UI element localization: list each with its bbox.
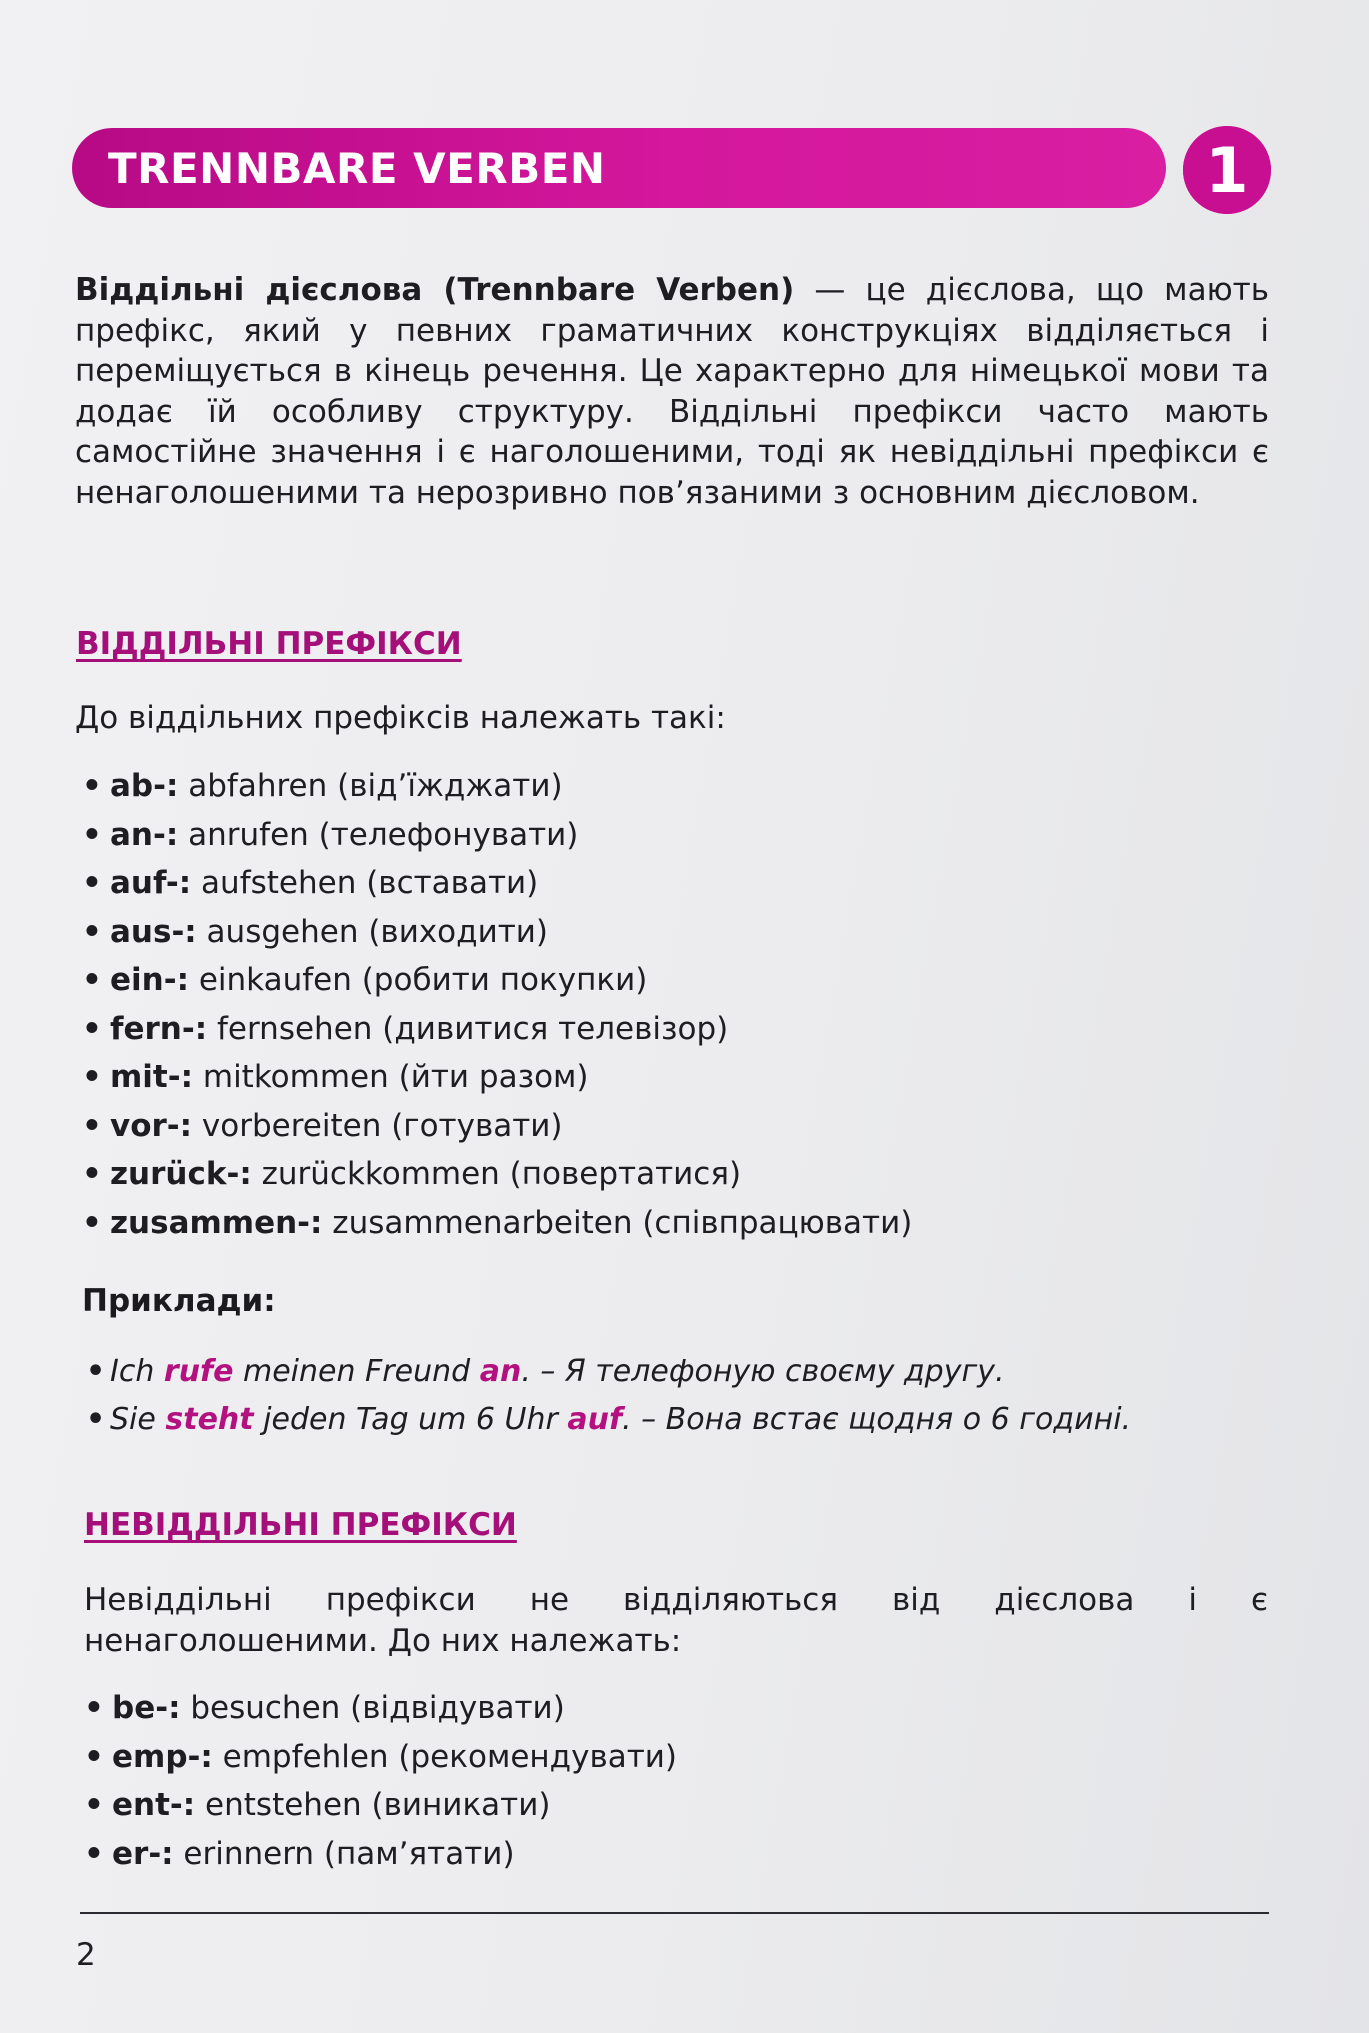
bullet-icon: • xyxy=(82,865,102,901)
prefix-term: zurück-: xyxy=(110,1156,252,1192)
bullet-icon: • xyxy=(82,913,102,950)
example-highlight: an xyxy=(479,1354,522,1389)
list-item xyxy=(82,811,912,860)
bullet-icon: • xyxy=(84,1690,104,1726)
bullet-icon: • xyxy=(82,962,102,998)
list-item xyxy=(82,908,912,957)
list-item xyxy=(82,956,912,1005)
example-part: Ich xyxy=(110,1354,164,1389)
separable-prefixes-heading: ВІДДІЛЬНІ ПРЕФІКСИ xyxy=(76,626,462,662)
prefix-term: ent-: xyxy=(112,1787,196,1823)
example-part: Sie xyxy=(110,1402,166,1437)
prefix-example: besuchen (відвідувати) xyxy=(180,1690,565,1726)
prefix-term: vor-: xyxy=(110,1107,193,1144)
list-item xyxy=(82,1150,912,1199)
example-highlight: steht xyxy=(165,1402,254,1437)
prefix-term: zusammen-: xyxy=(110,1204,323,1241)
example-part: meinen Freund xyxy=(233,1354,480,1389)
prefix-term: auf-: xyxy=(110,865,192,901)
prefix-example: abfahren (від’їжджати) xyxy=(178,768,563,804)
prefix-example: einkaufen (робити покупки) xyxy=(188,962,648,998)
bullet-icon: • xyxy=(86,1402,106,1437)
page-number: 2 xyxy=(76,1937,96,1973)
title-banner xyxy=(72,128,1166,208)
footer-divider xyxy=(80,1912,1269,1914)
separable-prefix-list xyxy=(82,762,912,1247)
inseparable-prefix-list xyxy=(84,1684,677,1878)
bullet-icon: • xyxy=(82,816,102,853)
examples-list xyxy=(86,1348,1131,1444)
bullet-icon: • xyxy=(86,1354,106,1389)
prefix-term: mit-: xyxy=(110,1059,194,1095)
prefix-term: ab-: xyxy=(110,768,179,804)
inseparable-paragraph xyxy=(84,1580,1268,1662)
list-item xyxy=(84,1733,677,1782)
inseparable-text-line: ненаголошеними. До них належать: xyxy=(84,1623,682,1659)
prefix-example: erinnern (пам’ятати) xyxy=(173,1835,515,1872)
prefix-example: fernsehen (дивитися телевізор) xyxy=(207,1010,729,1047)
prefix-example: zurückkommen (повертатися) xyxy=(251,1156,742,1192)
prefix-example: empfehlen (рекомендувати) xyxy=(212,1738,678,1775)
prefix-term: er-: xyxy=(112,1835,174,1872)
prefix-example: mitkommen (йти разом) xyxy=(193,1059,589,1095)
prefix-example: zusammenarbeiten (співпрацювати) xyxy=(322,1204,913,1241)
list-item xyxy=(82,1005,912,1054)
bullet-icon: • xyxy=(82,1010,102,1047)
bullet-icon: • xyxy=(84,1835,104,1872)
prefix-example: vorbereiten (готувати) xyxy=(192,1107,563,1144)
example-part: . – Я телефоную своєму другу. xyxy=(521,1354,1005,1389)
inseparable-text-line: Невіддільні префікси не відділяються від дієслова і є xyxy=(84,1582,1268,1618)
prefix-example: ausgehen (виходити) xyxy=(196,913,549,950)
prefix-term: aus-: xyxy=(110,913,197,950)
bullet-icon: • xyxy=(82,1107,102,1144)
prefix-example: anrufen (телефонувати) xyxy=(178,816,579,853)
intro-term: Віддільні дієслова (Trennbare Verben) xyxy=(75,272,795,308)
bullet-icon: • xyxy=(82,1204,102,1241)
prefix-term: an-: xyxy=(110,816,179,853)
examples-label: Приклади: xyxy=(82,1283,276,1319)
bullet-icon: • xyxy=(84,1787,104,1823)
prefix-example: entstehen (виникати) xyxy=(195,1787,551,1823)
example-part: . – Вона встає щодня о 6 годині. xyxy=(622,1402,1132,1437)
prefix-example: aufstehen (вставати) xyxy=(191,865,539,901)
bullet-icon: • xyxy=(82,1059,102,1095)
list-item xyxy=(82,859,912,908)
prefix-term: emp-: xyxy=(112,1738,213,1775)
list-item xyxy=(84,1684,677,1733)
example-sentence xyxy=(86,1396,1131,1444)
bullet-icon: • xyxy=(82,768,102,804)
page-title: TRENNBARE VERBEN xyxy=(108,143,606,193)
list-item xyxy=(82,1102,912,1151)
prefix-term: be-: xyxy=(112,1690,181,1726)
list-item xyxy=(84,1781,677,1830)
list-item xyxy=(84,1830,677,1879)
example-part: jeden Tag um 6 Uhr xyxy=(253,1402,568,1437)
separable-lead-text: До віддільних префіксів належать такі: xyxy=(75,700,726,736)
intro-paragraph xyxy=(75,270,1269,513)
bullet-icon: • xyxy=(82,1156,102,1192)
chapter-number-badge: 1 xyxy=(1183,126,1271,214)
intro-text: — це дієслова, що мають префікс, який у певних граматичних конструкціях відділяється і переміщується в кінець речення. Це характерно для німецької мови та додає їй особливу структуру. Віддільні префікси часто мають самостійне значення і є наголошеними, тоді як невіддільні префікси є ненаголошеними та нерозривно пов’язаними з основним дієсловом. xyxy=(75,272,1269,511)
list-item xyxy=(82,762,912,811)
list-item xyxy=(82,1053,912,1102)
example-highlight: rufe xyxy=(163,1354,234,1389)
bullet-icon: • xyxy=(84,1738,104,1775)
prefix-term: fern-: xyxy=(110,1010,208,1047)
example-highlight: auf xyxy=(567,1402,623,1437)
example-sentence xyxy=(86,1348,1131,1396)
prefix-term: ein-: xyxy=(110,962,189,998)
list-item xyxy=(82,1199,912,1248)
inseparable-prefixes-heading: НЕВІДДІЛЬНІ ПРЕФІКСИ xyxy=(84,1507,517,1543)
